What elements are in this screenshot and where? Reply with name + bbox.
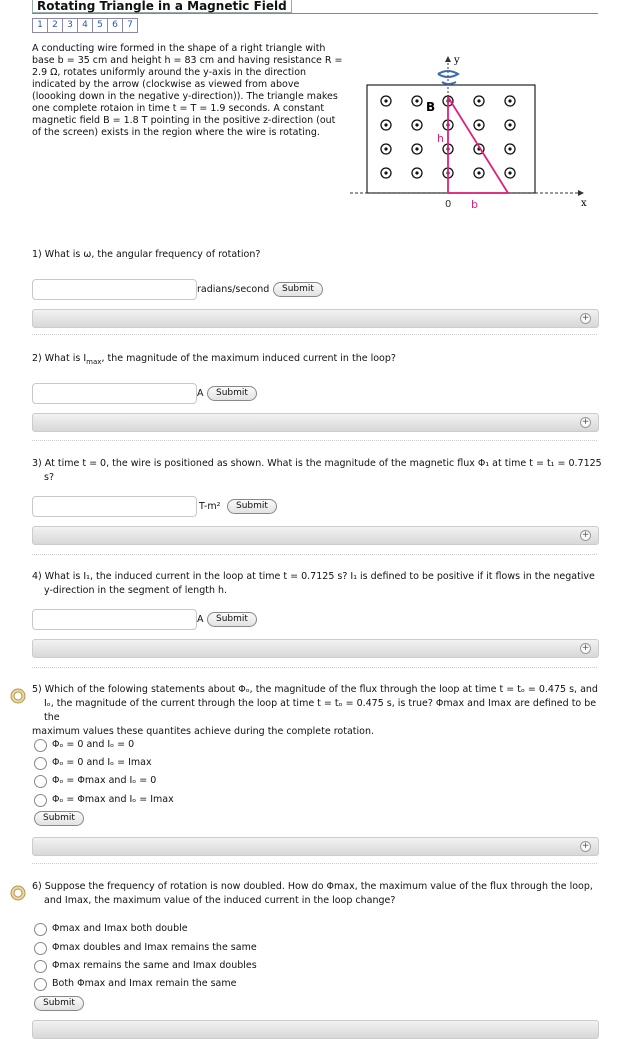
field-dot-center (508, 123, 511, 126)
radio-button[interactable] (34, 923, 47, 936)
hint-bar-1[interactable] (32, 309, 599, 328)
hint-bar-5[interactable] (32, 837, 599, 856)
tab-3[interactable]: 3 (63, 18, 78, 33)
triangle-hypotenuse (448, 97, 508, 193)
option-5-3[interactable]: Φₒ = Φmax and Iₒ = 0 (34, 774, 156, 788)
unit-1: radians/second (197, 284, 270, 295)
option-5-2[interactable]: Φₒ = 0 and Iₒ = Imax (34, 756, 152, 770)
field-dot-center (384, 147, 387, 150)
field-dot-center (415, 147, 418, 150)
question-2: 2) What is $I_{max}$, the magnitude of the maximum induced current in the loop? (32, 353, 396, 366)
question-4: 4) What is I₁, the induced current in the loop at time t = 0.7125 s? I₁ is defined to be positive if it flows in the negative y-direction in the segment of length h. (32, 571, 595, 596)
option-6-4[interactable]: Both Φmax and Imax remain the same (34, 977, 236, 991)
h-label: h (437, 132, 444, 145)
radio-button[interactable] (34, 794, 47, 807)
hint-bar-2[interactable] (32, 413, 599, 432)
tab-7[interactable]: 7 (123, 18, 138, 33)
origin-label: 0 (445, 199, 452, 210)
option-5-4[interactable]: Φₒ = Φmax and Iₒ = Imax (34, 793, 174, 807)
rotation-arrow-tail (442, 82, 456, 84)
field-dot-center (384, 171, 387, 174)
tab-2[interactable]: 2 (48, 18, 63, 33)
option-6-1[interactable]: Φmax and Imax both double (34, 922, 188, 936)
unit-3: T-m² (199, 501, 221, 512)
field-dot-center (415, 171, 418, 174)
b-base-label: b (471, 198, 478, 210)
hint-bar-6[interactable] (32, 1020, 599, 1039)
field-dot-center (508, 171, 511, 174)
expand-icon[interactable]: + (581, 313, 590, 323)
x-axis-arrow (578, 190, 584, 196)
hint-bar-3[interactable] (32, 526, 599, 545)
expand-icon[interactable]: + (581, 841, 590, 851)
submit-button-5[interactable]: Submit (34, 811, 84, 826)
submit-button-2[interactable]: Submit (207, 386, 257, 401)
triangle-figure (340, 50, 595, 210)
timer-icon (10, 885, 26, 901)
tab-4[interactable]: 4 (78, 18, 93, 33)
radio-button[interactable] (34, 942, 47, 955)
separator (32, 334, 597, 335)
timer-icon (10, 688, 26, 704)
field-dot-center (477, 123, 480, 126)
answer-input-4[interactable] (32, 609, 197, 630)
option-6-2[interactable]: Φmax doubles and Imax remains the same (34, 941, 257, 955)
option-6-3[interactable]: Φmax remains the same and Imax doubles (34, 959, 257, 973)
field-dot-center (415, 99, 418, 102)
field-dot-center (477, 99, 480, 102)
b-field-label: B (426, 100, 436, 114)
submit-button-6[interactable]: Submit (34, 996, 84, 1011)
separator (32, 440, 597, 441)
question-6: 6) Suppose the frequency of rotation is now doubled. How do Φmax, the maximum value of the flux through the loop, and Imax, the maximum value of the induced current in the loop change? (32, 881, 593, 906)
expand-icon[interactable]: + (581, 417, 590, 427)
question-1: 1) What is ω, the angular frequency of rotation? (32, 249, 261, 260)
rotation-arrow-icon (438, 71, 458, 77)
submit-button-1[interactable]: Submit (273, 282, 323, 297)
separator (32, 554, 597, 555)
radio-button[interactable] (34, 978, 47, 991)
field-dot-center (384, 123, 387, 126)
answer-input-3[interactable] (32, 496, 197, 517)
problem-statement: A conducting wire formed in the shape of a right triangle with base b = 35 cm and height h = 83 cm and having resistance R = 2.9 Ω, rotates uniformly around the y-axis in the direction indicated by the arrow (clockwise as viewed from above (loooking down in the negative y-direction)). The triangle makes one complete rotaion in time t = T = 1.9 seconds. A constant magnetic field B = 1.8 T pointing in the positive z-direction (out of the screen) exists in the region where the wire is rotating. (32, 43, 343, 138)
question-5: 5) Which of the folowing statements about Φₒ, the magnitude of the flux through the loop at time t = tₒ = 0.475 s, and Iₒ, the magnitude of the current through the loop at time t = tₒ = 0.475 s, is true? Φmax and Imax are defined to be the maximum values these quantites achieve during the complete rotation. (32, 684, 598, 737)
title-rule (32, 13, 598, 14)
radio-button[interactable] (34, 757, 47, 770)
unit-2: A (197, 388, 204, 399)
hint-bar-4[interactable] (32, 639, 599, 658)
y-label: y (454, 55, 460, 66)
question-tabs (32, 18, 138, 33)
expand-icon[interactable]: + (581, 643, 590, 653)
field-dot-center (477, 171, 480, 174)
radio-button[interactable] (34, 960, 47, 973)
unit-4: A (197, 614, 204, 625)
x-label: x (581, 198, 587, 209)
field-dot-center (508, 99, 511, 102)
field-dot-center (415, 123, 418, 126)
expand-icon[interactable]: + (581, 530, 590, 540)
option-5-1[interactable]: Φₒ = 0 and Iₒ = 0 (34, 738, 134, 752)
answer-input-1[interactable] (32, 279, 197, 300)
field-dot-center (508, 147, 511, 150)
submit-button-4[interactable]: Submit (207, 612, 257, 627)
submit-button-3[interactable]: Submit (227, 499, 277, 514)
page-title: Rotating Triangle in a Magnetic Field (32, 0, 292, 13)
tab-6[interactable]: 6 (108, 18, 123, 33)
separator (32, 863, 597, 864)
answer-input-2[interactable] (32, 383, 197, 404)
radio-button[interactable] (34, 739, 47, 752)
tab-1[interactable]: 1 (32, 18, 48, 33)
field-dot-center (384, 99, 387, 102)
tab-5[interactable]: 5 (93, 18, 108, 33)
radio-button[interactable] (34, 775, 47, 788)
question-3: 3) At time t = 0, the wire is positioned as shown. What is the magnitude of the magnetic flux Φ₁ at time t = t₁ = 0.7125 s? (32, 458, 602, 483)
y-axis-arrow (445, 56, 451, 62)
separator (32, 667, 597, 668)
